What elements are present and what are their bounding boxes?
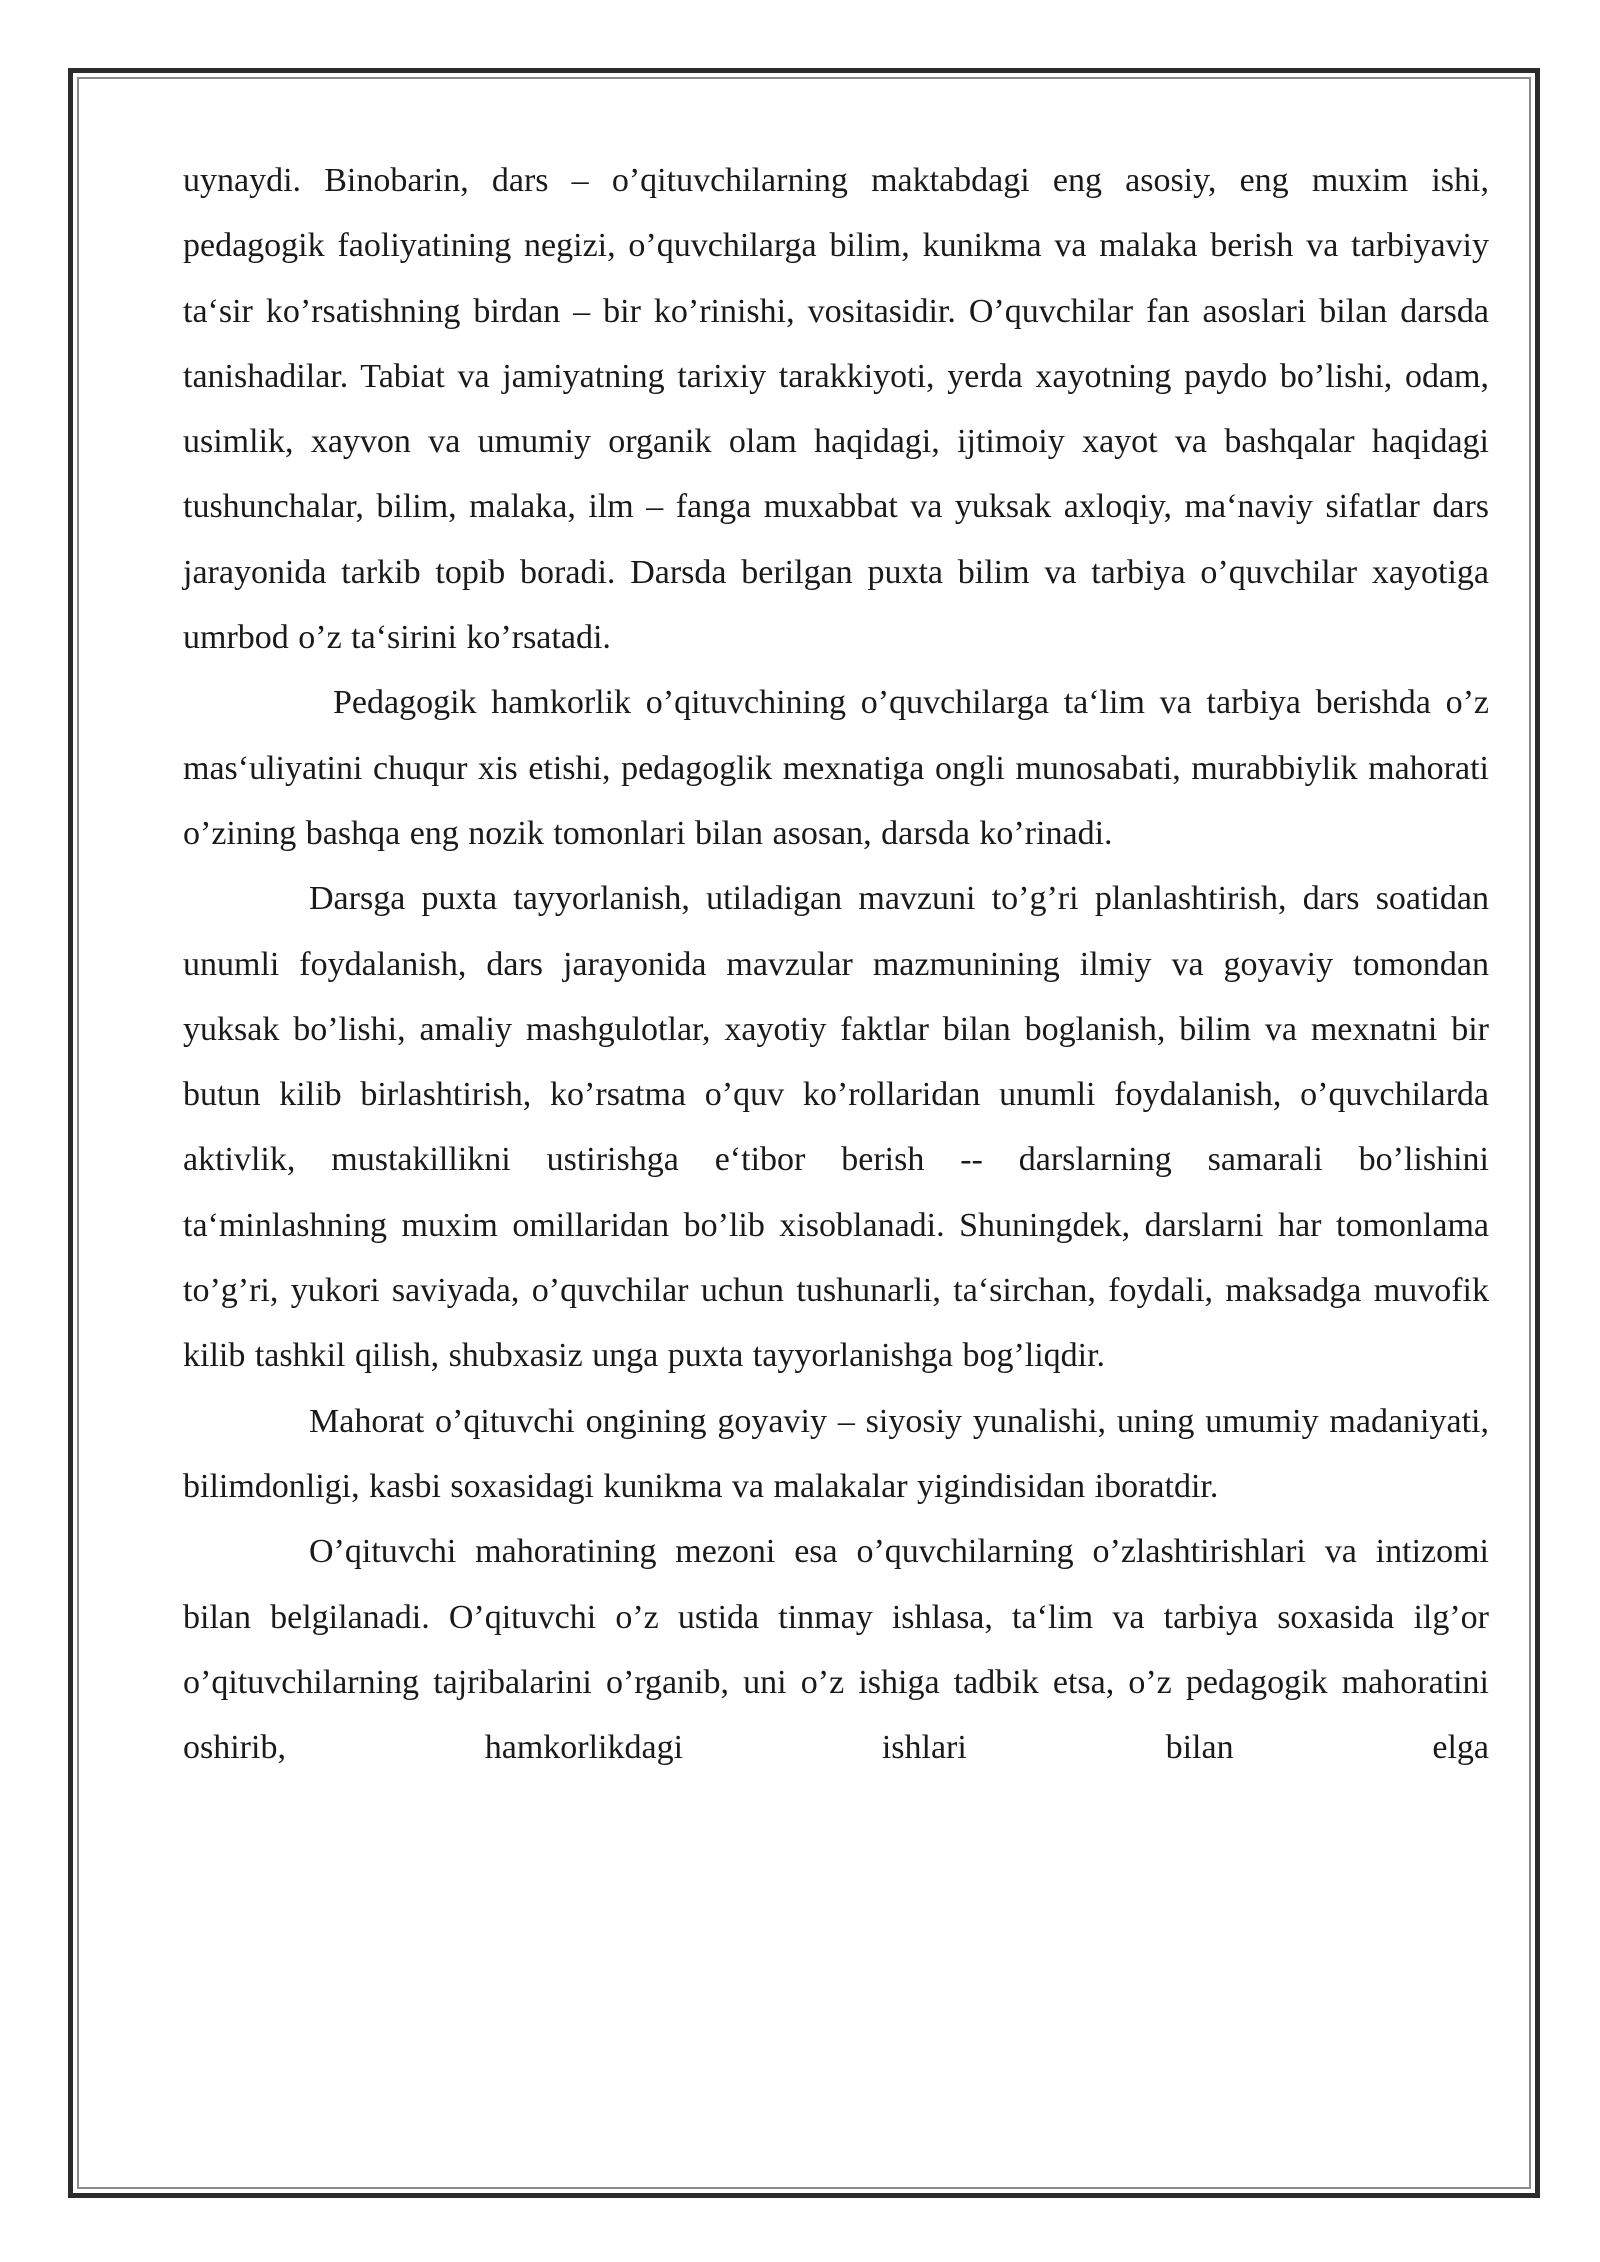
- paragraph-dars-ahamiyati: uynaydi. Binobarin, dars – o’qituvchilarning maktabdagi eng asosiy, eng muxim ishi, pedagogik faoliyatining negizi, o’quvchilarga bilim, kunikma va malaka berish va tarbiyaviy ta‘sir ko’rsatishning birdan – bir ko’rinishi, vositasidir. O’quvchilar fan asoslari bilan darsda tanishadilar. Tabiat va jamiyatning tarixiy tarakkiyoti, yerda xayotning paydo bo’lishi, odam, usimlik, xayvon va umumiy organik olam haqidagi, ijtimoiy xayot va bashqalar haqidagi tushunchalar, bilim, malaka, ilm – fanga muxabbat va yuksak axloqiy, ma‘naviy sifatlar dars jarayonida tarkib topib boradi. Darsda berilgan puxta bilim va tarbiya o’quvchilar xayotiga umrbod o’z ta‘sirini ko’rsatadi.: [183, 162, 1489, 657]
- paragraph-mahorat: Mahorat o’qituvchi ongining goyaviy – siyosiy yunalishi, uning umumiy madaniyati, bilimdonligi, kasbi soxasidagi kunikma va malakalar yigindisidan iboratdir.: [183, 1402, 1489, 1505]
- document-body: [183, 148, 1489, 1780]
- paragraph-pedagogik-hamkorlik: Pedagogik hamkorlik o’qituvchining o’quvchilarga ta‘lim va tarbiya berishda o’z mas‘uliyatini chuqur xis etishi, pedagoglik mexnatiga ongli munosabati, murabbiylik mahorati o’zining bashqa eng nozik tomonlari bilan asosan, darsda ko’rinadi.: [183, 684, 1489, 852]
- paragraph-mahorat-mezoni: O’qituvchi mahoratining mezoni esa o’quvchilarning o’zlashtirishlari va intizomi bilan belgilanadi. O’qituvchi o’z ustida tinmay ishlasa, ta‘lim va tarbiya soxasida ilg’or o’qituvchilarning tajribalarini o’rganib, uni o’z ishiga tadbik etsa, o’z pedagogik mahoratini oshirib, hamkorlikdagi ishlari bilan elga: [183, 1533, 1489, 1767]
- paragraph-darsga-tayyorlanish: Darsga puxta tayyorlanish, utiladigan mavzuni to’g’ri planlashtirish, dars soatidan unumli foydalanish, dars jarayonida mavzular mazmunining ilmiy va goyaviy tomondan yuksak bo’lishi, amaliy mashgulotlar, xayotiy faktlar bilan boglanish, bilim va mexnatni bir butun kilib birlashtirish, ko’rsatma o’quv ko’rollaridan unumli foydalanish, o’quvchilarda aktivlik, mustakillikni ustirishga e‘tibor berish -- darslarning samarali bo’lishini ta‘minlashning muxim omillaridan bo’lib xisoblanadi. Shuningdek, darslarni har tomonlama to’g’ri, yukori saviyada, o’quvchilar uchun tushunarli, ta‘sirchan, foydali, maksadga muvofik kilib tashkil qilish, shubxasiz unga puxta tayyorlanishga bog’liqdir.: [183, 880, 1489, 1375]
